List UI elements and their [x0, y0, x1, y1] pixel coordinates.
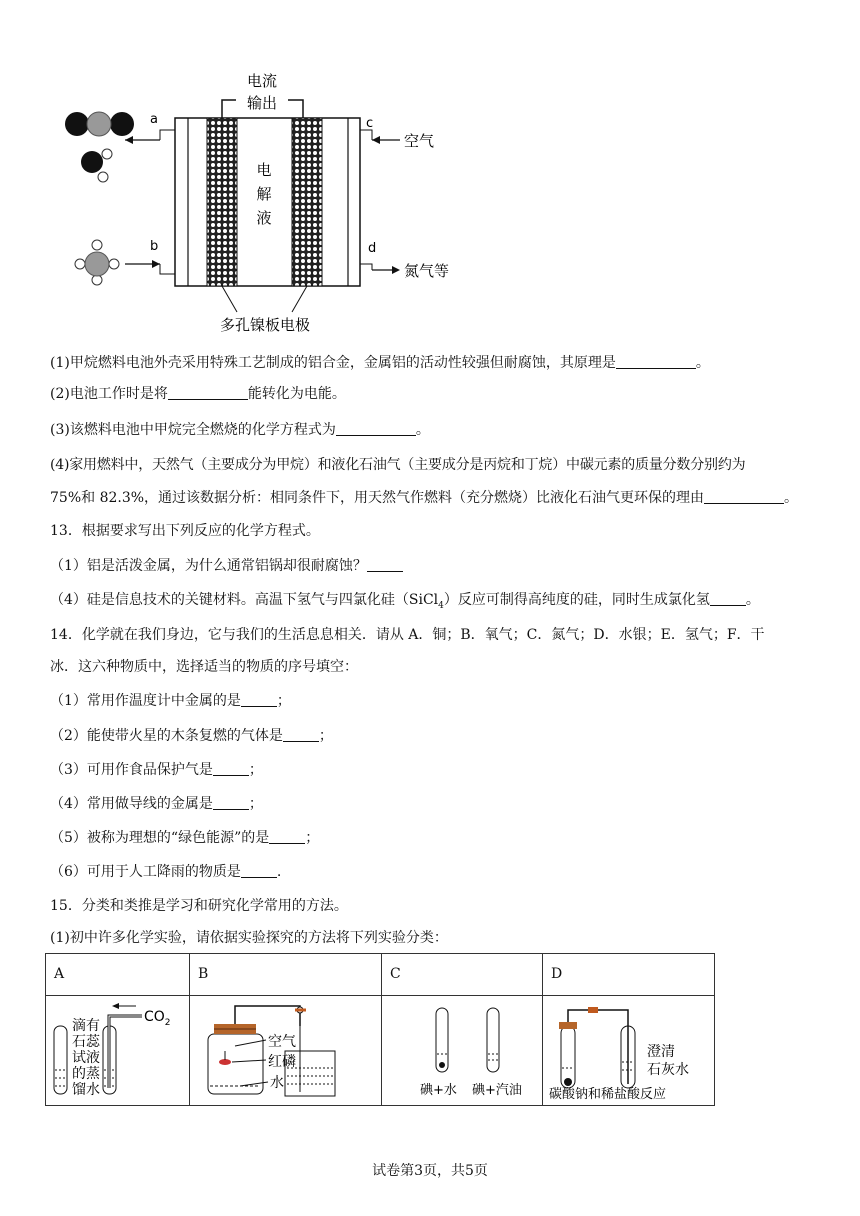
carbonate-caption: 碳酸钠和稀盐酸反应 — [549, 1087, 667, 1101]
h2o-molecule-icon — [81, 149, 112, 182]
cell-a — [46, 996, 190, 1106]
arrow-out-a — [125, 136, 133, 144]
carbonate-reaction-apparatus — [543, 996, 706, 1101]
q13-part1: （1）铝是活泼金属，为什么通常铝锅却很耐腐蚀？ — [50, 556, 403, 576]
answer-blank[interactable] — [704, 489, 784, 504]
answer-blank[interactable] — [367, 557, 403, 572]
page-footer: 试卷第3页，共5页 — [372, 1163, 488, 1179]
air-label: 空气 — [404, 132, 435, 150]
cell-b — [190, 996, 382, 1106]
answer-blank[interactable] — [616, 354, 696, 369]
current-output-label-1: 电流 — [246, 72, 278, 90]
answer-blank[interactable] — [213, 795, 249, 810]
q12-part2-text: (2)电池工作时是将 — [50, 386, 168, 402]
q13-stem: 13．根据要求写出下列反应的化学方程式。 — [50, 523, 320, 539]
arrow-in-c — [372, 136, 380, 144]
electrode-caption: 多孔镍板电极 — [219, 316, 311, 334]
q12-part3: (3)该燃料电池中甲烷完全燃烧的化学方程式为 。 — [50, 422, 430, 438]
q14-item-3: （3）可用作食品保护气是 ； — [50, 762, 263, 778]
current-output-label-2: 输出 — [246, 94, 278, 112]
electrolyte-char-3: 液 — [256, 209, 272, 227]
port-d-label: d — [368, 241, 377, 256]
arrow-out-d — [392, 266, 400, 274]
answer-blank[interactable] — [241, 863, 277, 878]
q14-item-2: （2）能使带火星的木条复燃的气体是 ； — [50, 728, 333, 744]
iodine-dissolution-apparatus — [382, 996, 534, 1101]
q12-part3-text: (3)该燃料电池中甲烷完全燃烧的化学方程式为 — [50, 422, 336, 438]
answer-blank[interactable] — [168, 385, 248, 400]
answer-blank[interactable] — [241, 692, 277, 707]
answer-blank[interactable] — [269, 829, 305, 844]
nitrogen-label: 氮气等 — [404, 262, 450, 280]
water-label: 水 — [270, 1075, 284, 1091]
answer-blank[interactable] — [710, 591, 746, 606]
q12-part4-line2: 75%和 82.3%，通过该数据分析：相同条件下，用天然气作燃料（充分燃烧）比液化石油气更环保的理由 。 — [50, 490, 799, 506]
cell-c — [382, 996, 543, 1106]
electrolyte-char-1: 电 — [256, 161, 272, 179]
q14-item-6: （6）可用于人工降雨的物质是 . — [50, 864, 282, 880]
answer-blank[interactable] — [213, 761, 249, 776]
phosphorus-label: 红磷 — [268, 1054, 296, 1070]
cell-d — [543, 996, 715, 1106]
svg-text:石蕊: 石蕊 — [72, 1034, 100, 1050]
q13-part4: （4）硅是信息技术的关键材料。高温下氢气与四氯化硅（SiCl$_4$）反应可制得高纯度的硅，同时生成氯化氢 。 — [50, 592, 760, 611]
iodine-gasoline-label: 碘+汽油 — [472, 1083, 522, 1098]
port-b-label: b — [150, 239, 159, 254]
right-porous-electrode — [292, 118, 322, 286]
q12-part4-line1: (4)家用燃料中，天然气（主要成分为甲烷）和液化石油气（主要成分是丙烷和丁烷）中碳元素的质量分数分别约为 — [50, 457, 746, 473]
fuel-cell-diagram — [55, 62, 475, 342]
port-a-label: a — [150, 112, 158, 127]
answer-blank[interactable] — [336, 421, 416, 436]
svg-text:馏水: 馏水 — [72, 1082, 100, 1098]
q14-stem-line2: 冰．这六种物质中，选择适当的物质的序号填空： — [50, 659, 358, 675]
svg-text:滴有: 滴有 — [72, 1018, 100, 1034]
co2-label: $CO_2$ — [144, 1009, 171, 1028]
q12-part1-text: (1)甲烷燃料电池外壳采用特殊工艺制成的铝合金，金属铝的活动性较强但耐腐蚀，其原理是 — [50, 355, 616, 371]
header-c: C — [382, 954, 543, 996]
left-porous-electrode — [207, 118, 237, 286]
phosphorus-combustion-apparatus — [190, 996, 373, 1101]
header-b: B — [190, 954, 382, 996]
experiment-table — [45, 953, 715, 1106]
q12-part2: (2)电池工作时是将 能转化为电能。 — [50, 386, 346, 402]
q14-stem-line1: 14．化学就在我们身边，它与我们的生活息息相关．请从 A．铜；B．氧气；C．氮气；D．水银；E．氢气；F．干 — [50, 627, 765, 643]
co2-molecule-icon — [65, 112, 134, 136]
air-label-b: 空气 — [268, 1034, 296, 1050]
q14-item-4: （4）常用做导线的金属是 ； — [50, 796, 263, 812]
limewater-label-2: 石灰水 — [647, 1062, 689, 1078]
co2-litmus-apparatus — [46, 996, 189, 1101]
q14-item-1: （1）常用作温度计中金属的是 ； — [50, 693, 291, 709]
ch4-molecule-icon — [75, 240, 119, 285]
limewater-label-1: 澄清 — [647, 1044, 675, 1060]
header-d: D — [543, 954, 715, 996]
q12-part1: (1)甲烷燃料电池外壳采用特殊工艺制成的铝合金，金属铝的活动性较强但耐腐蚀，其原理是 。 — [50, 355, 710, 371]
electrolyte-char-2: 解 — [256, 185, 272, 203]
iodine-water-label: 碘+水 — [420, 1083, 457, 1098]
svg-text:的蒸: 的蒸 — [72, 1066, 100, 1082]
arrow-in-b — [152, 260, 160, 268]
q15-part1: (1)初中许多化学实验，请依据实验探究的方法将下列实验分类： — [50, 930, 448, 946]
svg-text:试液: 试液 — [72, 1050, 100, 1066]
header-a: A — [46, 954, 190, 996]
q15-stem: 15．分类和类推是学习和研究化学常用的方法。 — [50, 898, 348, 914]
answer-blank[interactable] — [283, 727, 319, 742]
port-c-label: c — [366, 116, 374, 131]
q14-item-5: （5）被称为理想的“绿色能源”的是 ； — [50, 830, 320, 846]
